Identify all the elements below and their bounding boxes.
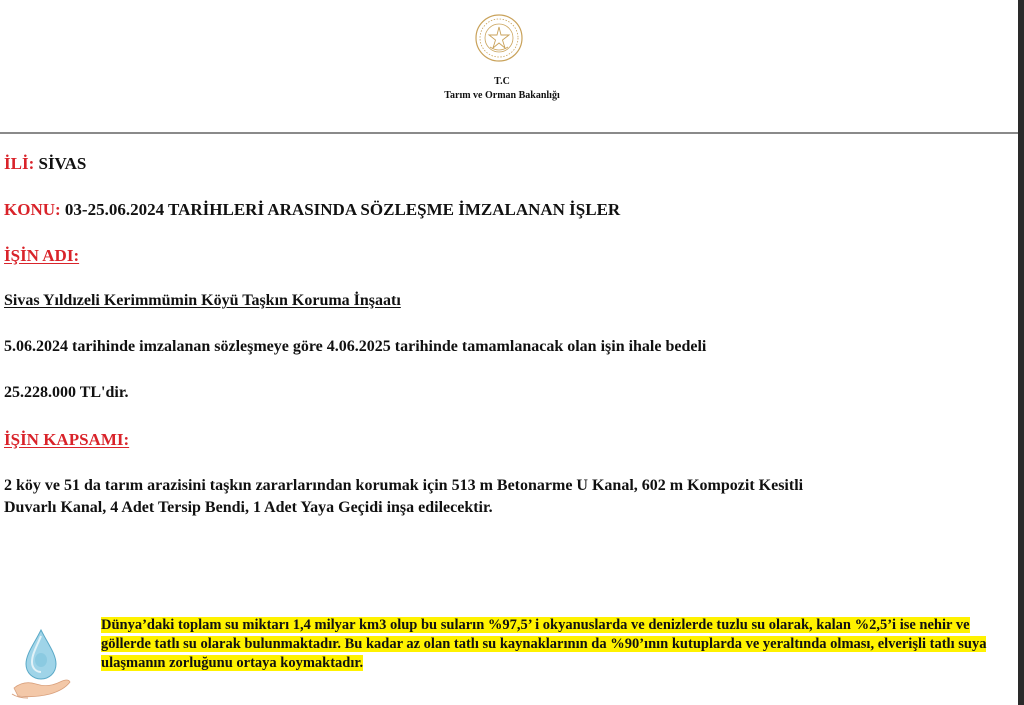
scope-label: İŞİN KAPSAMI: xyxy=(4,430,130,449)
ministry-seal-icon xyxy=(474,13,524,63)
work-title: Sivas Yıldızeli Kerimmümin Köyü Taşkın Koruma İnşaatı xyxy=(4,292,401,309)
header-republic-abbr: T.C xyxy=(494,76,510,87)
work-name-label: İŞİN ADI: xyxy=(4,246,80,265)
header-divider xyxy=(0,132,1018,134)
contract-line: 5.06.2024 tarihinde imzalanan sözleşmeye göre 4.06.2025 tarihinde tamamlanacak olan işin ihale bedeli xyxy=(4,338,707,355)
subject-label: KONU: xyxy=(4,200,61,219)
page-edge-border xyxy=(1018,0,1024,705)
subject-value: 03-25.06.2024 TARİHLERİ ARASINDA SÖZLEŞME İMZALANAN İŞLER xyxy=(60,200,621,219)
scope-line-2: Duvarlı Kanal, 4 Adet Tersip Bendi, 1 Adet Yaya Geçidi inşa edilecektir. xyxy=(4,499,493,516)
province-label: İLİ: xyxy=(4,154,35,173)
water-drop-hand-icon xyxy=(8,626,74,702)
contract-amount: 25.228.000 TL'dir. xyxy=(4,384,129,401)
scope-line-1: 2 köy ve 51 da tarım arazisini taşkın zararlarından korumak için 513 m Betonarme U Kanal, 602 m Kompozit Kesitli xyxy=(4,477,804,494)
province-line xyxy=(4,154,86,174)
water-fact-note xyxy=(101,616,997,673)
water-fact-text: Dünya’daki toplam su miktarı 1,4 milyar km3 olup bu suların %97,5’ i okyanuslarda ve denizlerde tuzlu su olarak, kalan %2,5’i ise nehir ve göllerde tatlı su olarak bulunmaktadır. Bu kadar az olan tatlı su kaynaklarının da %90’ının kutuplarda ve yeraltında olması, elverişli tatlı suya ulaşmanın zorluğunu ortaya koymaktadır. xyxy=(101,617,987,671)
header-ministry-name: Tarım ve Orman Bakanlığı xyxy=(444,90,560,101)
subject-line xyxy=(4,200,620,220)
province-value: SİVAS xyxy=(34,154,87,173)
